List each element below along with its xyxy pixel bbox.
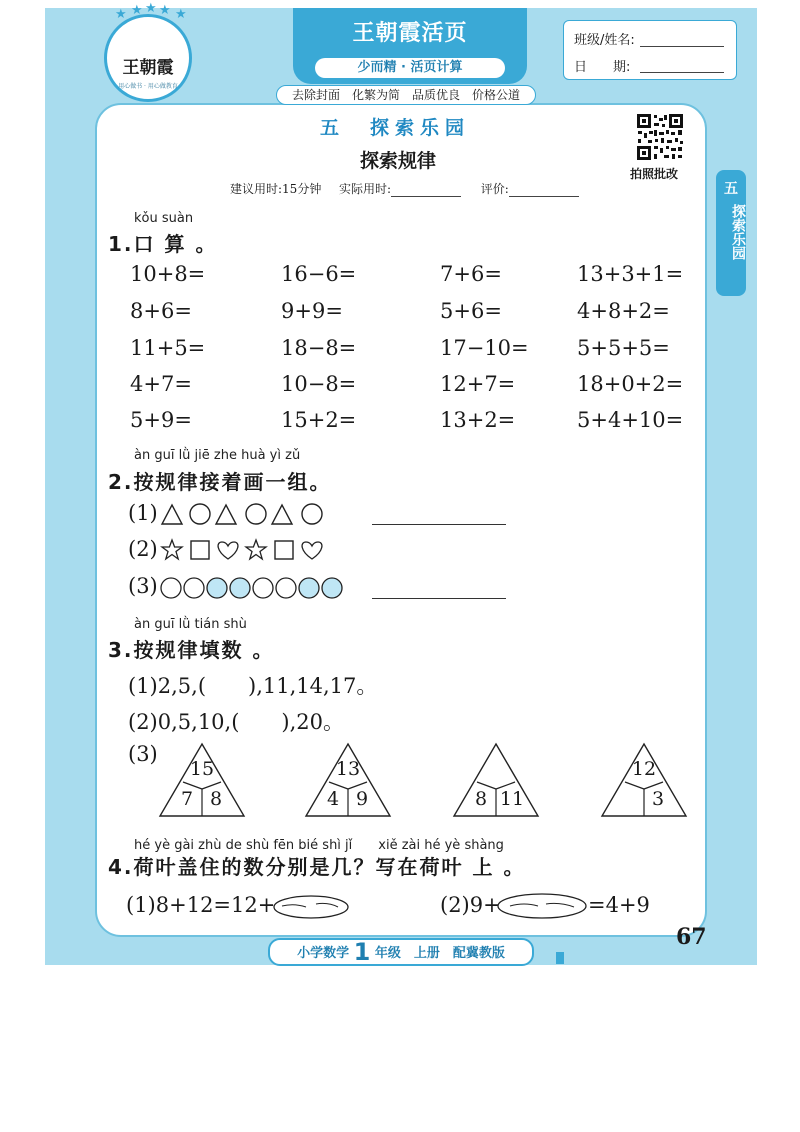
q1-equation[interactable]: 15+2= bbox=[281, 408, 357, 432]
footer-grade-number: 1 bbox=[353, 938, 371, 966]
filled-circle-icon bbox=[207, 578, 227, 598]
unit-tab-number: 五 bbox=[724, 181, 738, 197]
brand-subtitle: 少而精 · 活页计算 bbox=[315, 58, 505, 78]
triangle-right-number[interactable]: 8 bbox=[209, 788, 223, 810]
q1-equation[interactable]: 18−8= bbox=[281, 336, 357, 360]
star-icon: ★ bbox=[175, 7, 187, 22]
q4-pinyin: hé yè gài zhù de shù fēn bié shì jǐ xiě zài hé yè shàng bbox=[134, 838, 504, 853]
binding-mark bbox=[556, 952, 564, 964]
lotus-leaf-icon[interactable] bbox=[496, 891, 588, 921]
evaluation-field[interactable] bbox=[509, 184, 579, 197]
lesson-title: 探索规律 bbox=[360, 150, 437, 172]
q3-item-2[interactable]: (2)0,5,10,( ),20。 bbox=[128, 710, 344, 734]
square-icon bbox=[275, 541, 293, 559]
heart-icon bbox=[218, 542, 238, 559]
lotus-leaf-icon[interactable] bbox=[272, 893, 350, 921]
page-number: 67 bbox=[676, 924, 707, 950]
q2-item-label: (2) bbox=[128, 537, 158, 561]
logo-text: 王朝霞 bbox=[122, 58, 174, 78]
q2-item-label: (3) bbox=[128, 574, 158, 598]
shape-pattern-2 bbox=[160, 537, 330, 563]
footer-bar bbox=[268, 938, 534, 966]
brand-title: 王朝霞活页 bbox=[352, 21, 468, 46]
q1-equation[interactable]: 5+4+10= bbox=[577, 408, 684, 432]
circle-icon bbox=[276, 578, 296, 598]
triangle-left-number[interactable]: 8 bbox=[474, 788, 488, 810]
qr-caption: 拍照批改 bbox=[630, 167, 679, 181]
brand-banner bbox=[293, 8, 527, 84]
q3-title: 3.按规律填数 。 bbox=[108, 638, 275, 662]
q2-answer-line[interactable] bbox=[372, 598, 506, 599]
class-name-label: 班级/姓名: bbox=[574, 33, 635, 48]
q1-pinyin: kǒu suàn bbox=[134, 211, 194, 226]
triangle-right-number[interactable]: 3 bbox=[651, 788, 665, 810]
triangle-left-number[interactable]: 4 bbox=[326, 788, 340, 810]
slogan-bar: 去除封面 化繁为简 品质优良 价格公道 bbox=[276, 85, 536, 105]
filled-circle-icon bbox=[299, 578, 319, 598]
q1-equation[interactable]: 16−6= bbox=[281, 262, 357, 286]
triangle-top-number[interactable]: 12 bbox=[631, 758, 657, 780]
class-name-field[interactable] bbox=[640, 45, 724, 47]
unit-tab-text: 探索乐园 bbox=[730, 204, 746, 260]
q3-item-3-label: (3) bbox=[128, 742, 158, 766]
filled-circle-icon bbox=[230, 578, 250, 598]
q1-equation[interactable]: 10−8= bbox=[281, 372, 357, 396]
triangle-icon bbox=[216, 505, 236, 524]
heart-icon bbox=[302, 542, 322, 559]
q3-pinyin: àn guī lǜ tián shù bbox=[134, 617, 247, 632]
q1-equation[interactable]: 5+5+5= bbox=[577, 336, 670, 360]
q1-equation[interactable]: 10+8= bbox=[130, 262, 206, 286]
q4-item-1: (1)8+12=12+ bbox=[126, 893, 276, 917]
q1-equation[interactable]: 13+3+1= bbox=[577, 262, 684, 286]
circle-icon bbox=[184, 578, 204, 598]
q2-title: 2.按规律接着画一组。 bbox=[108, 470, 332, 494]
q1-title: 1.口 算 。 bbox=[108, 232, 218, 256]
triangle-icon bbox=[162, 505, 182, 524]
circle-icon bbox=[161, 578, 181, 598]
circle-icon bbox=[190, 504, 210, 524]
q1-equation[interactable]: 17−10= bbox=[440, 336, 529, 360]
date-field[interactable] bbox=[640, 71, 724, 73]
triangle-right-number[interactable]: 11 bbox=[499, 788, 525, 810]
triangle-top-number[interactable]: 15 bbox=[189, 758, 215, 780]
star-icon: ★ bbox=[131, 3, 143, 18]
q1-equation[interactable]: 4+8+2= bbox=[577, 299, 670, 323]
footer-subject: 小学数学 bbox=[297, 946, 350, 961]
square-icon bbox=[191, 541, 209, 559]
student-info-box bbox=[563, 20, 737, 80]
q1-equation[interactable]: 18+0+2= bbox=[577, 372, 684, 396]
triangle-left-number[interactable]: 7 bbox=[180, 788, 194, 810]
q3-item-1[interactable]: (1)2,5,( ),11,14,17。 bbox=[128, 674, 378, 698]
q4-item-2-suffix: =4+9 bbox=[588, 893, 650, 917]
unit-title: 五 探索乐园 bbox=[320, 117, 471, 139]
footer-grade-rest: 年级 上册 配冀教版 bbox=[374, 946, 505, 961]
suggested-time: 建议用时:15分钟 bbox=[230, 182, 322, 196]
q4-title: 4.荷叶盖住的数分别是几？写在荷叶 上 。 bbox=[108, 855, 526, 879]
evaluation-label: 评价: bbox=[480, 182, 509, 196]
q4-item-2-prefix: (2)9+ bbox=[440, 893, 501, 917]
q1-equation[interactable]: 4+7= bbox=[130, 372, 192, 396]
star-icon: ★ bbox=[115, 7, 127, 22]
circle-icon bbox=[246, 504, 266, 524]
time-row bbox=[230, 180, 579, 197]
circle-icon bbox=[302, 504, 322, 524]
star-icon bbox=[246, 540, 266, 559]
q1-equation[interactable]: 11+5= bbox=[130, 336, 206, 360]
logo-caption: 用心做书 · 用心做教育 bbox=[118, 83, 178, 90]
q1-equation[interactable]: 13+2= bbox=[440, 408, 516, 432]
star-icon: ★ bbox=[159, 3, 171, 18]
shape-pattern-3 bbox=[160, 574, 360, 602]
q2-answer-line[interactable] bbox=[372, 524, 506, 525]
unit-side-tab bbox=[716, 170, 746, 296]
circle-icon bbox=[253, 578, 273, 598]
q1-equation[interactable]: 12+7= bbox=[440, 372, 516, 396]
brand-logo bbox=[104, 1, 192, 102]
qr-code-icon[interactable] bbox=[636, 113, 684, 161]
star-icon: ★ bbox=[145, 1, 157, 16]
shape-pattern-1 bbox=[160, 501, 330, 527]
triangle-right-number[interactable]: 9 bbox=[355, 788, 369, 810]
q2-pinyin: àn guī lǜ jiē zhe huà yì zǔ bbox=[134, 448, 301, 463]
q1-equation[interactable]: 8+6= bbox=[130, 299, 192, 323]
q1-equation[interactable]: 7+6= bbox=[440, 262, 502, 286]
q2-item-label: (1) bbox=[128, 501, 158, 525]
filled-circle-icon bbox=[322, 578, 342, 598]
triangle-top-number[interactable]: 13 bbox=[335, 758, 361, 780]
q1-equation[interactable]: 9+9= bbox=[281, 299, 343, 323]
actual-time-field[interactable] bbox=[391, 184, 461, 197]
star-icon bbox=[162, 540, 182, 559]
actual-time-label: 实际用时: bbox=[338, 182, 392, 196]
q1-equation[interactable]: 5+9= bbox=[130, 408, 192, 432]
triangle-icon bbox=[272, 505, 292, 524]
q1-equation[interactable]: 5+6= bbox=[440, 299, 502, 323]
date-label: 日 期: bbox=[574, 60, 631, 75]
